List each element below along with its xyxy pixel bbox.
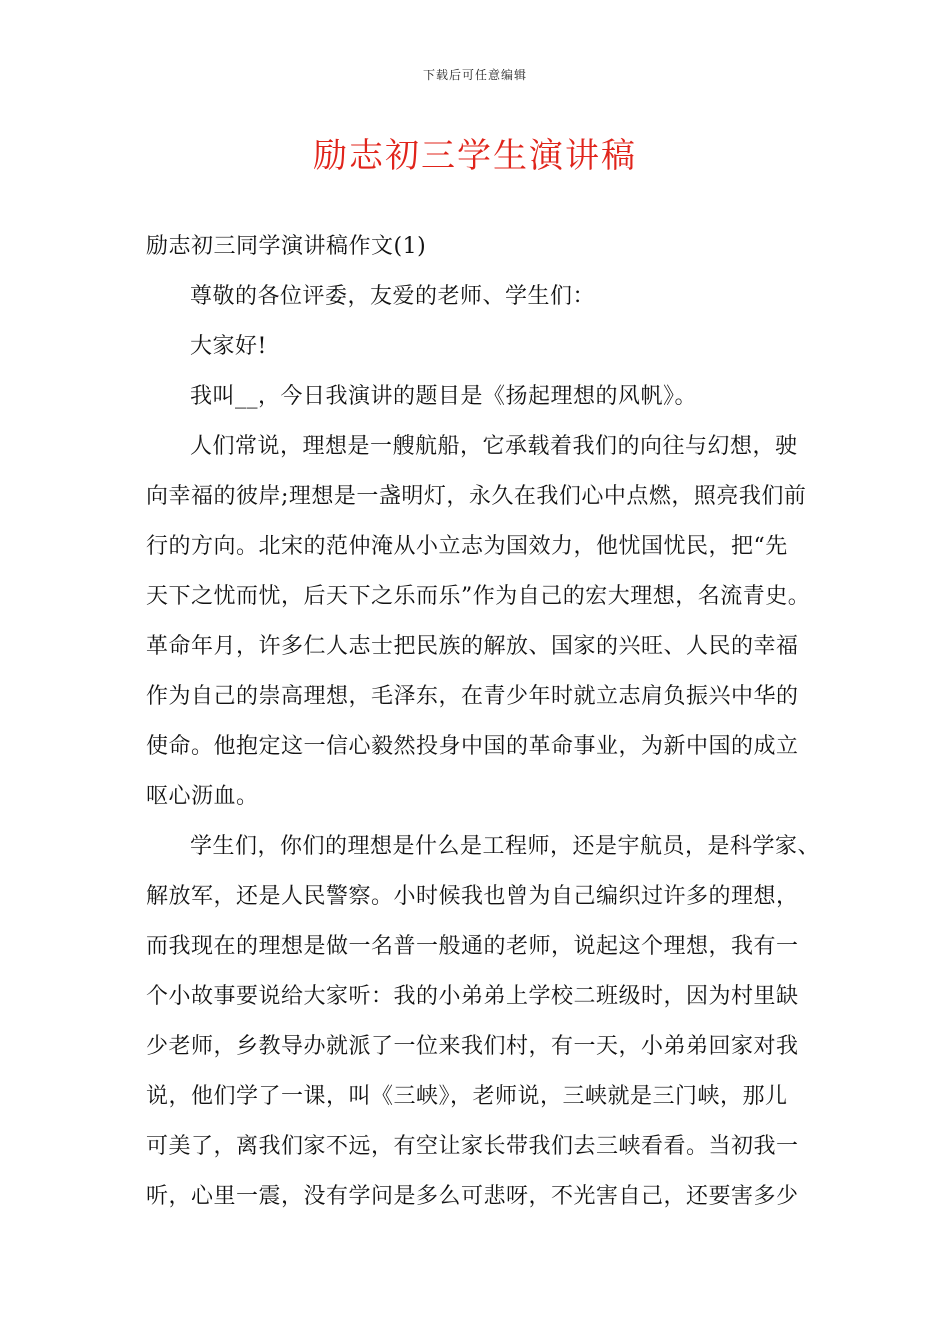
text-line: 人们常说，理想是一艘航船，它承载着我们的向往与幻想，驶 [190,434,798,459]
text-line: 呕心沥血。 [146,784,259,809]
header-note: 下载后可任意编辑 [422,68,527,82]
text-line: 行的方向。北宋的范仲淹从小立志为国效力，他忧国忧民，把“先 [146,534,788,559]
text-line: 尊敬的各位评委，友爱的老师、学生们： [190,284,596,309]
text-line: 向幸福的彼岸;理想是一盏明灯，永久在我们心中点燃，照亮我们前 [146,484,807,509]
text-line: 天下之忧而忧，后天下之乐而乐”作为自己的宏大理想，名流青史。 [146,584,811,609]
document-title: 励志初三学生演讲稿 [313,136,637,176]
text-line: 学生们，你们的理想是什么是工程师，还是宇航员，是科学家、 [190,834,821,859]
text-line: 少老师，乡教导办就派了一位来我们村，有一天，小弟弟回家对我 [146,1034,799,1059]
text-line: 说，他们学了一课，叫《三峡》，老师说，三峡就是三门峡，那儿 [146,1084,788,1109]
text-line: 使命。他抱定这一信心毅然投身中国的革命事业，为新中国的成立 [146,734,799,759]
text-line: 听，心里一震，没有学问是多么可悲呀，不光害自己，还要害多少 [146,1184,799,1209]
text-line: 大家好! [190,334,267,359]
text-line: 革命年月，许多仁人志士把民族的解放、国家的兴旺、人民的幸福 [146,634,799,659]
text-line: 而我现在的理想是做一名普一般通的老师，说起这个理想，我有一 [146,934,799,959]
document-body [146,222,821,1222]
text-line: 个小故事要说给大家听：我的小弟弟上学校二班级时，因为村里缺 [146,984,799,1009]
text-line: 励志初三同学演讲稿作文(1) [146,234,427,259]
text-line: 我叫__，今日我演讲的题目是《扬起理想的风帆》。 [190,384,698,409]
text-line: 可美了，离我们家不远，有空让家长带我们去三峡看看。当初我一 [146,1134,799,1159]
text-line: 解放军，还是人民警察。小时候我也曾为自己编织过许多的理想， [146,884,799,909]
text-line: 作为自己的崇高理想，毛泽东，在青少年时就立志肩负振兴中华的 [146,684,799,709]
